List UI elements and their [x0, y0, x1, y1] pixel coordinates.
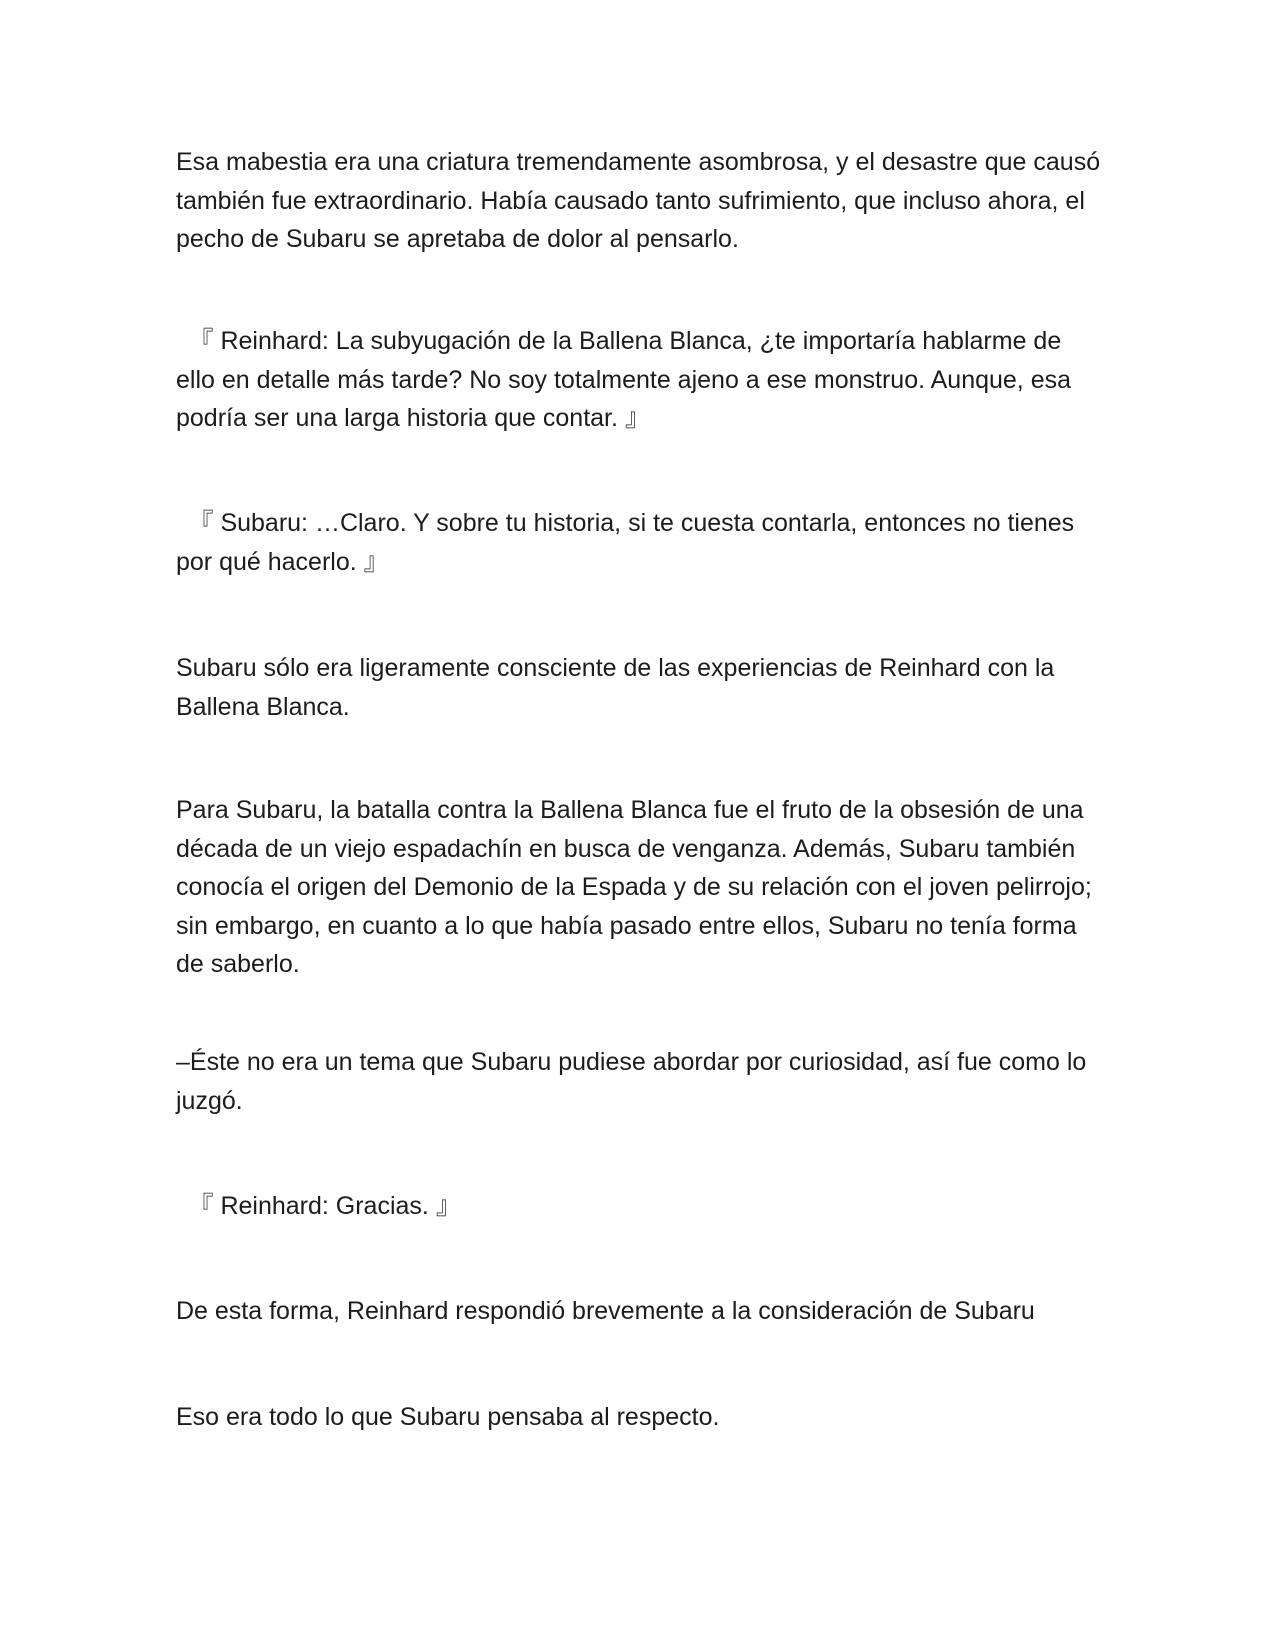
paragraph-4: –Éste no era un tema que Subaru pudiese abordar por curiosidad, así fue como lo juzgó. [176, 1048, 1087, 1115]
dialogue-reinhard-2: 『 Reinhard: Gracias. 』 [176, 1192, 461, 1220]
dialogue-reinhard-1: 『 Reinhard: La subyugación de la Ballena Blanca, ¿te importaría hablarme de ello en detalle más tarde? No soy totalmente ajeno a ese monstruo. Aunque, esa podría ser una larga historia que contar. 』 [176, 327, 1072, 432]
paragraph-2: Subaru sólo era ligeramente consciente de las experiencias de Reinhard con la Ballena Blanca. [176, 654, 1055, 721]
paragraph-1: Esa mabestia era una criatura tremendamente asombrosa, y el desastre que causó también fue extraordinario. Había causado tanto sufrimiento, que incluso ahora, el pecho de Subaru se apretaba de dolor al pensarlo. [176, 148, 1101, 253]
paragraph-5: De esta forma, Reinhard respondió brevemente a la consideración de Subaru [176, 1297, 1035, 1325]
paragraph-3: Para Subaru, la batalla contra la Ballena Blanca fue el fruto de la obsesión de una década de un viejo espadachín en busca de venganza. Además, Subaru también conocía el origen del Demonio de la Espada y de su relación con el joven pelirrojo; sin embargo, en cuanto a lo que había pasado entre ellos, Subaru no tenía forma de saberlo. [176, 796, 1092, 978]
dialogue-subaru-1: 『 Subaru: …Claro. Y sobre tu historia, si te cuesta contarla, entonces no tienes por qué hacerlo. 』 [176, 509, 1075, 576]
paragraph-6: Eso era todo lo que Subaru pensaba al respecto. [176, 1403, 720, 1431]
